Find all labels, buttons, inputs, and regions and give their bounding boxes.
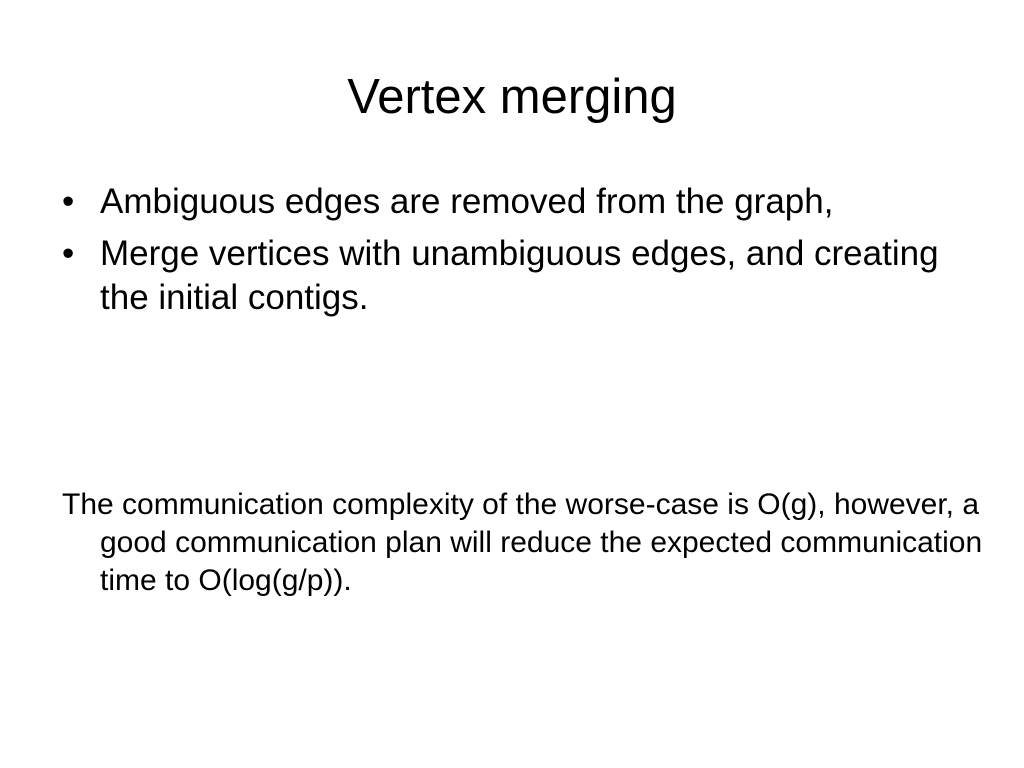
bullet-item-ambiguous-edges <box>60 180 960 224</box>
bullet-icon: • <box>62 234 75 273</box>
bullet-icon: • <box>62 182 75 221</box>
complexity-note: The communication complexity of the worse-case is O(g), however, a good communication plan will reduce the expected communication time to O(log(g/p)). <box>62 488 983 597</box>
bullet-text: Ambiguous edges are removed from the graph, <box>100 182 834 221</box>
bullet-item-merge-vertices <box>60 232 960 320</box>
bullet-text: Merge vertices with unambiguous edges, and creating the initial contigs. <box>100 234 939 317</box>
slide-title: Vertex merging <box>347 70 677 124</box>
bullet-list <box>60 180 960 328</box>
